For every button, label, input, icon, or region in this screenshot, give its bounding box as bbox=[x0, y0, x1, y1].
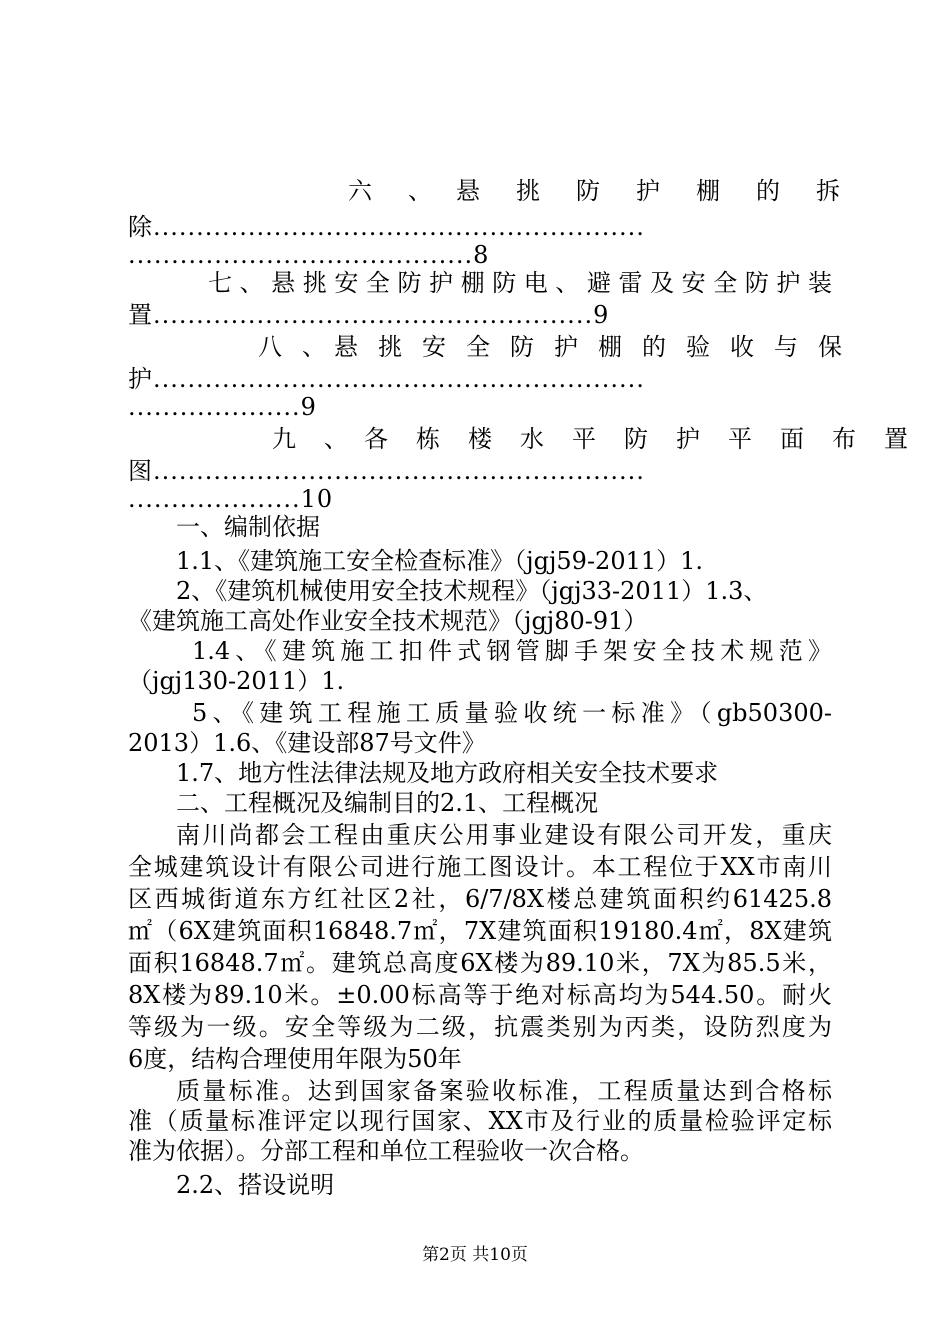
body-line: 2013）1.6、《建设部87号文件》 bbox=[128, 729, 486, 757]
toc-entry-7-leader: 置...................................................9 bbox=[128, 301, 610, 329]
body-line: 等级为一级。安全等级为二级，抗震类别为丙类，设防烈度为 bbox=[128, 1013, 832, 1041]
body-line: ㎡（6X建筑面积16848.7㎡，7X建筑面积19180.4㎡，8X建筑 bbox=[128, 917, 832, 945]
body-line: 区西城街道东方红社区2社，6/7/8X楼总建筑面积约61425.8 bbox=[128, 885, 832, 913]
toc-entry-8-title: 八 、 悬 挑 安 全 防 护 棚 的 验 收 与 保 bbox=[258, 333, 840, 361]
body-line: 质量标准。达到国家备案验收标准，工程质量达到合格标 bbox=[176, 1077, 832, 1105]
toc-entry-6-page: ........................................8 bbox=[128, 241, 490, 269]
toc-entry-6-leader: 除......................................................... bbox=[128, 213, 645, 241]
body-line: 1.4、《建筑施工扣件式钢管脚手架安全技术规范》 bbox=[192, 637, 832, 665]
body-line: 8X楼为89.10米。±0.00标高等于绝对标高均为544.50。耐火 bbox=[128, 981, 832, 1009]
body-line: 5、《建筑工程施工质量验收统一标准》（gb50300- bbox=[192, 699, 832, 727]
body-line: 6度，结构合理使用年限为50年 bbox=[128, 1045, 462, 1073]
body-line: 1.7、地方性法律法规及地方政府相关安全技术要求 bbox=[176, 759, 719, 787]
body-line: 2、《建筑机械使用安全技术规程》（jgj33-2011）1.3、 bbox=[176, 577, 768, 605]
toc-entry-8-page: ....................9 bbox=[128, 393, 317, 421]
body-line: 准（质量标准评定以现行国家、XX市及行业的质量检验评定标 bbox=[128, 1107, 832, 1135]
section-heading-2: 二、工程概况及编制目的2.1、工程概况 bbox=[176, 789, 599, 817]
body-line: 《建筑施工高处作业安全技术规范》（jgj80-91） bbox=[128, 607, 648, 635]
body-line: 全城建筑设计有限公司进行施工图设计。本工程位于XX市南川 bbox=[128, 853, 832, 881]
toc-entry-9-title: 九 、 各 栋 楼 水 平 防 护 平 面 布 置 bbox=[272, 425, 910, 453]
body-line: 准为依据）。分部工程和单位工程验收一次合格。 bbox=[128, 1137, 644, 1165]
section-heading-3: 2.2、搭设说明 bbox=[176, 1171, 335, 1199]
body-line: （jgj130-2011）1. bbox=[128, 667, 345, 695]
body-line: 1.1、《建筑施工安全检查标准》（jgj59-2011）1. bbox=[176, 547, 704, 575]
body-line: 面积16848.7㎡。建筑总高度6X楼为89.10米，7X为85.5米， bbox=[128, 949, 832, 977]
toc-entry-7-title: 七、悬挑安全防护棚防电、避雷及安全防护装 bbox=[208, 269, 832, 297]
section-heading-1: 一、编制依据 bbox=[176, 513, 320, 541]
toc-entry-6-title: 六 、 悬 挑 防 护 棚 的 拆 bbox=[348, 177, 846, 205]
toc-entry-9-leader: 图......................................................... bbox=[128, 457, 645, 485]
toc-entry-9-page: ....................10 bbox=[128, 485, 334, 513]
toc-entry-8-leader: 护......................................................... bbox=[128, 365, 645, 393]
body-line: 南川尚都会工程由重庆公用事业建设有限公司开发，重庆 bbox=[176, 821, 832, 849]
page-footer: 第2页 共10页 bbox=[422, 1245, 528, 1265]
